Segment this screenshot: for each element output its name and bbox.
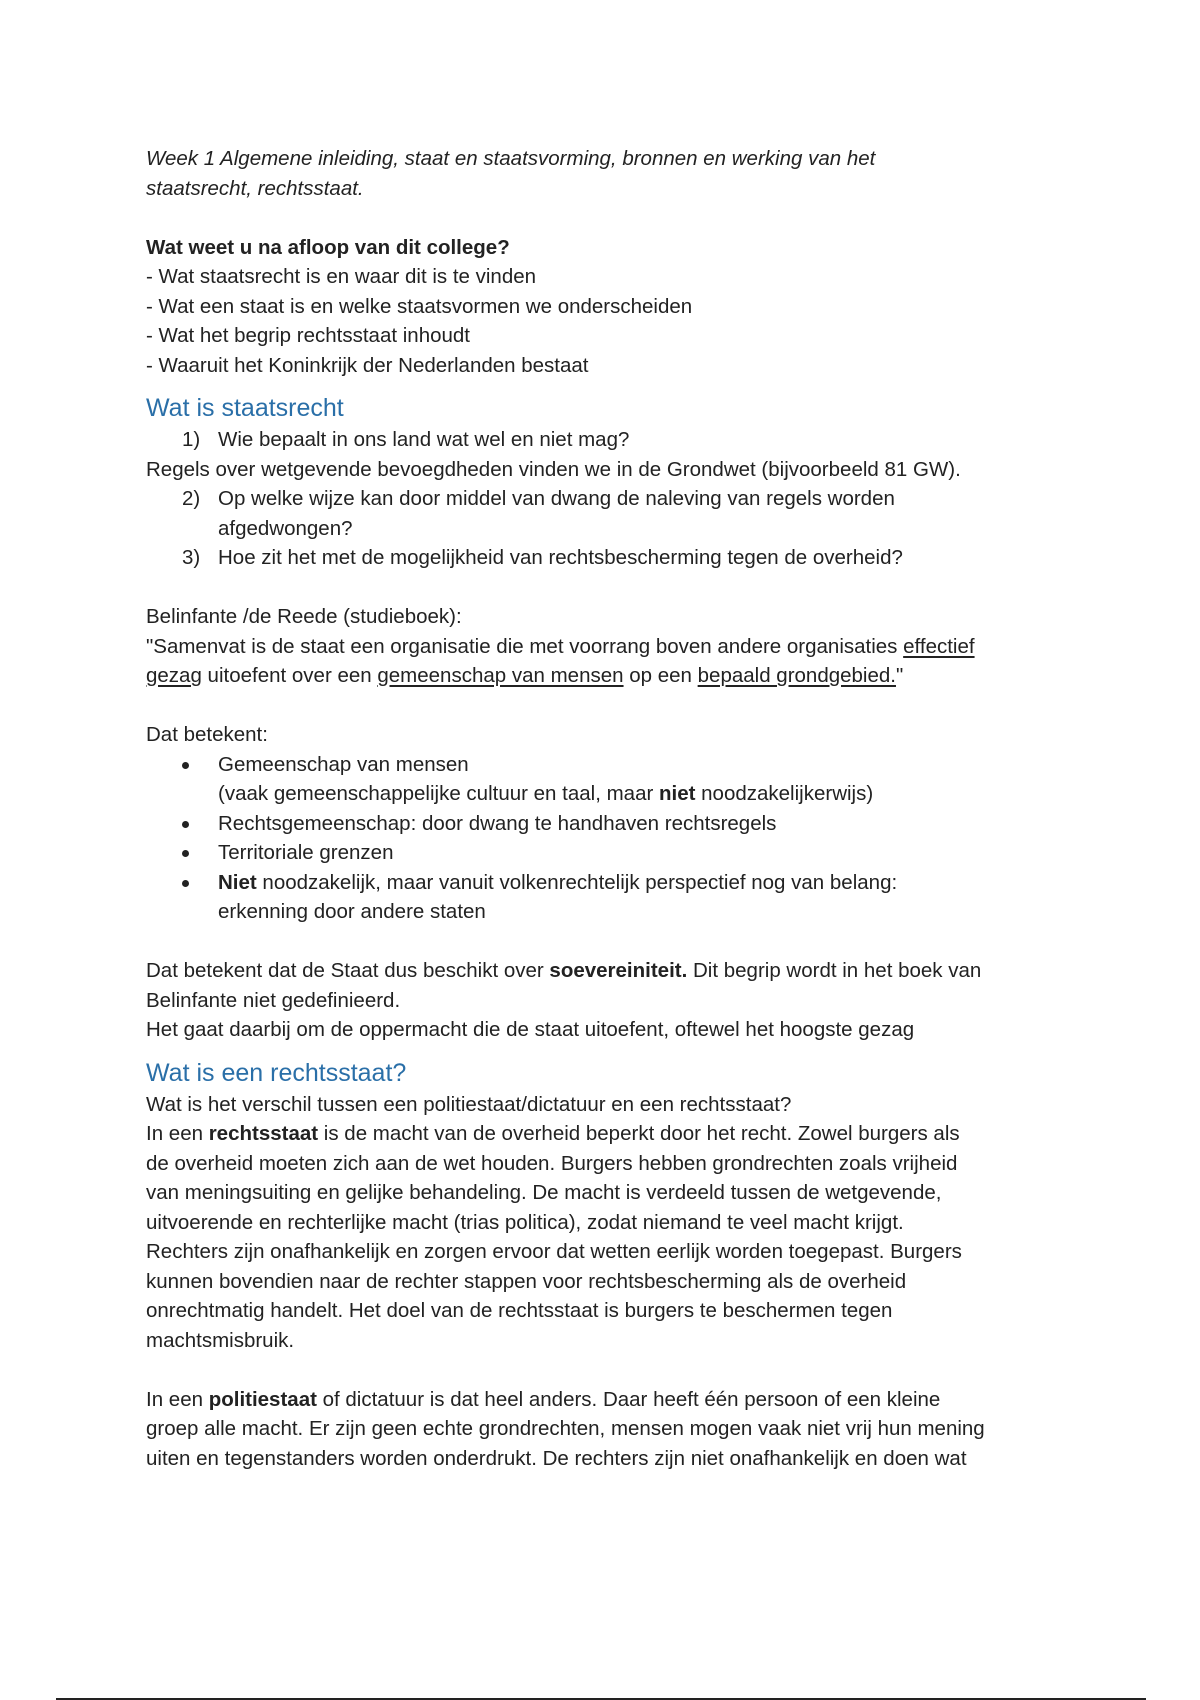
rules-text: Regels over wetgevende bevoegdheden vinden we in de Grondwet (bijvoorbeeld 81 GW). <box>146 457 961 481</box>
learning-goal-item: - Waaruit het Koninkrijk der Nederlanden bestaat <box>146 353 589 377</box>
bullet-item: Territoriale grenzen <box>146 838 1066 868</box>
rechtsstaat-question: Wat is het verschil tussen een politiestaat/dictatuur en een rechtsstaat? <box>146 1092 792 1116</box>
quote-text: "Samenvat is de staat een organisatie die met voorrang boven andere organisaties effectief gezag uitoefent over een gemeenschap van mensen op een bepaald grondgebied." <box>146 634 975 687</box>
bullet-icon <box>182 821 189 828</box>
politiestaat-paragraph: In een politiestaat of dictatuur is dat heel anders. Daar heeft één persoon of een kleine groep alle macht. Er zijn geen echte grondrechten, mensen mogen vaak niet vrij hun mening uiten en tegenstanders worden onderdrukt. De rechters zijn niet onafhankelijk en doen wat <box>146 1387 985 1470</box>
bullet-icon <box>182 850 189 857</box>
bullet-icon <box>182 880 189 887</box>
learning-goal-item: - Wat een staat is en welke staatsvormen we onderscheiden <box>146 294 693 318</box>
meaning-intro: Dat betekent: <box>146 723 268 746</box>
section-heading-rechtsstaat: Wat is een rechtsstaat? <box>146 1058 407 1087</box>
section-heading-staatsrecht: Wat is staatsrecht <box>146 394 344 422</box>
learning-goal-item: - Wat het begrip rechtsstaat inhoudt <box>146 324 470 347</box>
meaning-list <box>146 750 1066 927</box>
bullet-item: Rechtsgemeenschap: door dwang te handhaven rechtsregels <box>146 809 1066 839</box>
quote-source: Belinfante /de Reede (studieboek): <box>146 605 462 628</box>
question-item: 3) Hoe zit het met de mogelijkheid van rechtsbescherming tegen de overheid? <box>182 546 903 569</box>
question-list-2 <box>146 484 1066 573</box>
sovereignty-paragraph: Dat betekent dat de Staat dus beschikt over soevereiniteit. Dit begrip wordt in het boek van Belinfante niet gedefinieerd. Het gaat daarbij om de oppermacht die de staat uitoefent, oftewel het hoogste gezag <box>146 959 982 1041</box>
bullet-item: Gemeenschap van mensen (vaak gemeenschappelijke cultuur en taal, maar niet noodzakelijkerwijs) <box>146 750 1066 809</box>
rechtsstaat-paragraph: In een rechtsstaat is de macht van de overheid beperkt door het recht. Zowel burgers als de overheid moeten zich aan de wet houden. Burgers hebben grondrechten zoals vrijheid van meningsuiting en gelijke behandeling. De macht is verdeeld tussen de wetgevende, uitvoerende en rechterlijke macht (trias politica), zodat niemand te veel macht krijgt. Rechters zijn onafhankelijk en zorgen ervoor dat wetten eerlijk worden toegepast. Burgers kunnen bovendien naar de rechter stappen voor rechtsbescherming als de overheid onrechtmatig handelt. Het doel van de rechtsstaat is burgers te beschermen tegen machtsmisbruik. <box>146 1122 962 1352</box>
learning-goals-heading: Wat weet u na afloop van dit college? <box>146 235 510 259</box>
document-title: Week 1 Algemene inleiding, staat en staatsvorming, bronnen en werking van het staatsrecht, rechtsstaat. <box>146 147 876 200</box>
document-page <box>146 144 1066 1473</box>
question-list-1 <box>146 425 1066 455</box>
question-item: 1) Wie bepaalt in ons land wat wel en niet mag? <box>182 428 630 451</box>
question-item: 2) Op welke wijze kan door middel van dwang de naleving van regels worden afgedwongen? <box>182 487 895 540</box>
bullet-icon <box>182 762 189 769</box>
learning-goal-item: - Wat staatsrecht is en waar dit is te vinden <box>146 265 537 288</box>
bullet-item: Niet noodzakelijk, maar vanuit volkenrechtelijk perspectief nog van belang: erkenning door andere staten <box>146 868 1066 927</box>
